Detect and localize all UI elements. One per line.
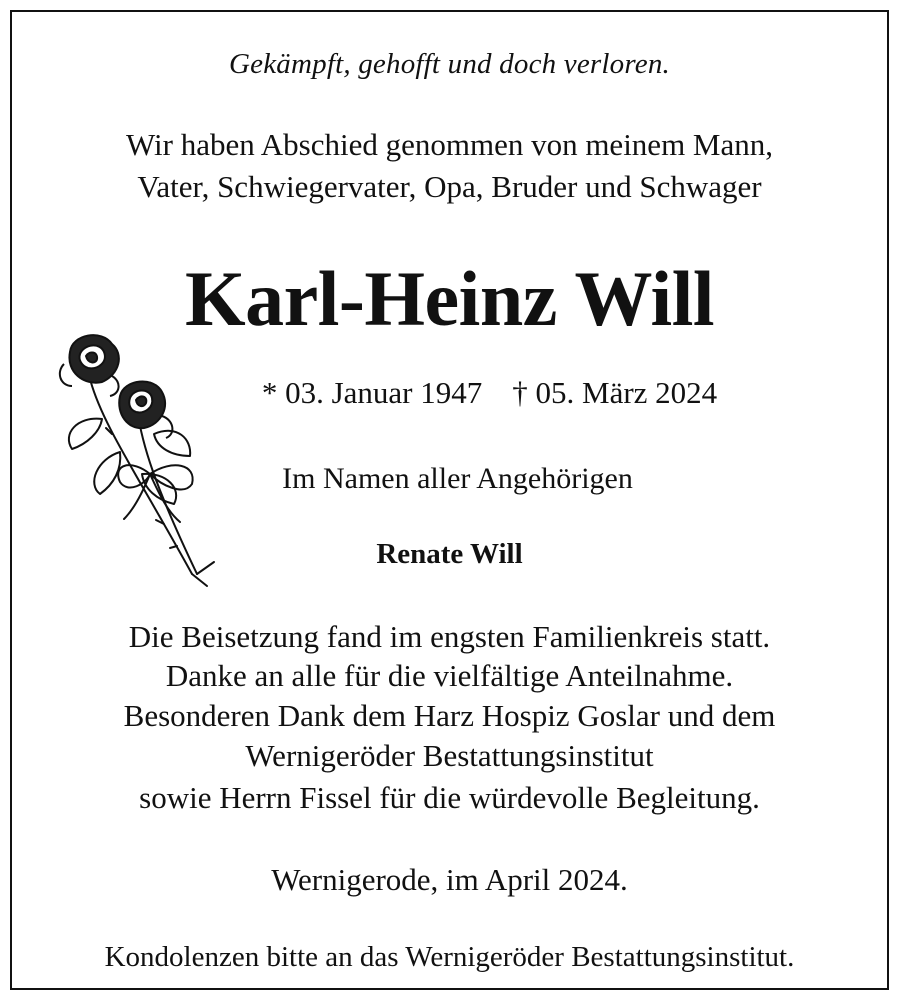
motto: Gekämpft, gehofft und doch verloren.: [228, 48, 671, 80]
condolences-note: Kondolenzen bitte an das Wernigeröder Bestattungsinstitut.: [104, 941, 795, 973]
signer-name: Renate Will: [376, 538, 523, 570]
life-dates: [52, 377, 899, 408]
body-line-1: Die Beisetzung fand im engsten Familienkreis statt.: [128, 619, 771, 654]
body-line-4: Wernigeröder Bestattungsinstitut: [245, 738, 654, 773]
birth-date: * 03. Januar 1947: [261, 375, 483, 410]
obituary-frame: [10, 10, 889, 990]
place-date: Wernigerode, im April 2024.: [271, 862, 628, 897]
body-line-3: Besonderen Dank dem Harz Hospiz Goslar und dem: [123, 698, 776, 733]
on-behalf-line: Im Namen aller Angehörigen: [282, 462, 633, 495]
body-line-2: Danke an alle für die vielfältige Anteilnahme.: [165, 658, 734, 693]
deceased-name: Karl-Heinz Will: [184, 255, 715, 342]
intro-line-2: Vater, Schwiegervater, Opa, Bruder und Schwager: [137, 169, 762, 204]
body-line-5: sowie Herrn Fissel für die würdevolle Begleitung.: [139, 780, 760, 815]
intro-line-1: Wir haben Abschied genommen von meinem Mann,: [125, 127, 774, 162]
death-date: † 05. März 2024: [512, 375, 718, 410]
